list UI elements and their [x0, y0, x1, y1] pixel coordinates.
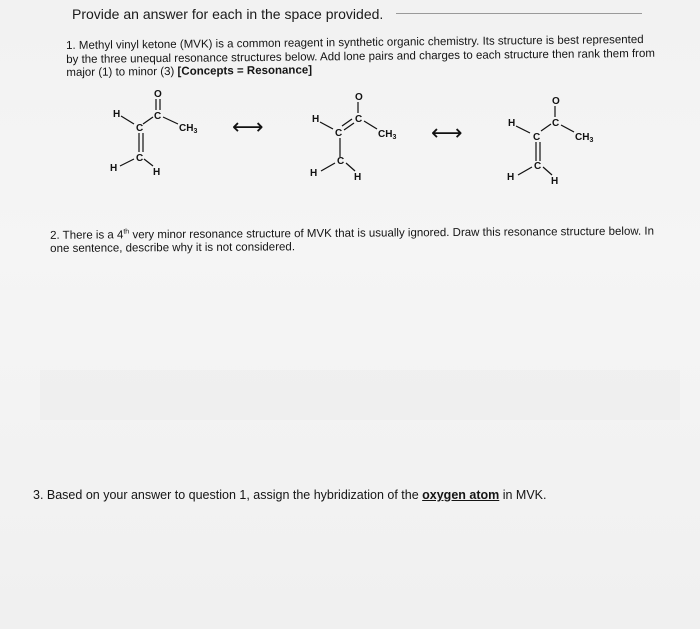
s3-methyl-label: $CH_3$: [575, 132, 594, 144]
s1-h-left: H: [110, 163, 118, 174]
s3-oxygen-label: O: [552, 96, 560, 107]
s2-alpha-carbon: C: [335, 128, 343, 139]
question-2-sup: th: [123, 228, 130, 236]
s1-carbonyl-carbon: C: [154, 111, 162, 122]
s3-alpha-carbon: C: [533, 132, 541, 143]
question-1-concepts: [Concepts = Resonance]: [177, 64, 313, 78]
s3-h-right: H: [551, 176, 559, 187]
s3-h-left: H: [507, 172, 515, 183]
question-2-text-after: very minor resonance structure of MVK that is usually ignored. Draw this resonance structure below. In one sentence, describe why it is not considered.: [50, 225, 655, 256]
answer-space: [40, 370, 680, 420]
question-3-emphasis: oxygen atom: [422, 488, 500, 502]
s2-h-left: H: [310, 168, 318, 179]
s1-h-top: H: [113, 109, 121, 120]
question-2: [50, 222, 665, 257]
s1-oxygen-label: O: [154, 89, 162, 100]
question-2-text-before: 2. There is a 4: [50, 229, 124, 242]
s1-beta-carbon: C: [136, 153, 144, 164]
s2-carbonyl-carbon: C: [355, 114, 363, 125]
page-header: Provide an answer for each in the space provided.: [72, 6, 384, 22]
question-3-text-after: in MVK.: [499, 488, 547, 502]
s2-oxygen-label: O: [355, 92, 363, 103]
structure-3: [507, 96, 593, 187]
resonance-arrow-2: ⟷: [431, 121, 463, 146]
s2-h-right: H: [354, 172, 362, 183]
structure-1: [110, 89, 197, 178]
s1-methyl-label: $CH_3$: [179, 123, 198, 135]
structure-2: [310, 92, 396, 183]
question-3-text-before: 3. Based on your answer to question 1, assign the hybridization of the: [33, 488, 423, 502]
resonance-arrow-1: ⟷: [232, 115, 264, 140]
s3-beta-carbon: C: [534, 161, 542, 172]
s1-h-right: H: [153, 167, 161, 178]
s2-beta-carbon: C: [337, 156, 345, 167]
question-1-text: 1. Methyl vinyl ketone (MVK) is a common reagent in synthetic organic chemistry. Its structure is best represented by the three unequal resonance structures below. Add lone pairs and charges to each structure then rank them from major (1) to minor (3): [66, 33, 656, 79]
s1-alpha-carbon: C: [136, 123, 144, 134]
s2-methyl-label: $CH_3$: [378, 129, 397, 141]
s3-h-top: H: [508, 118, 516, 129]
question-3: [33, 488, 653, 503]
s3-carbonyl-carbon: C: [552, 118, 560, 129]
s2-h-top: H: [312, 114, 320, 125]
